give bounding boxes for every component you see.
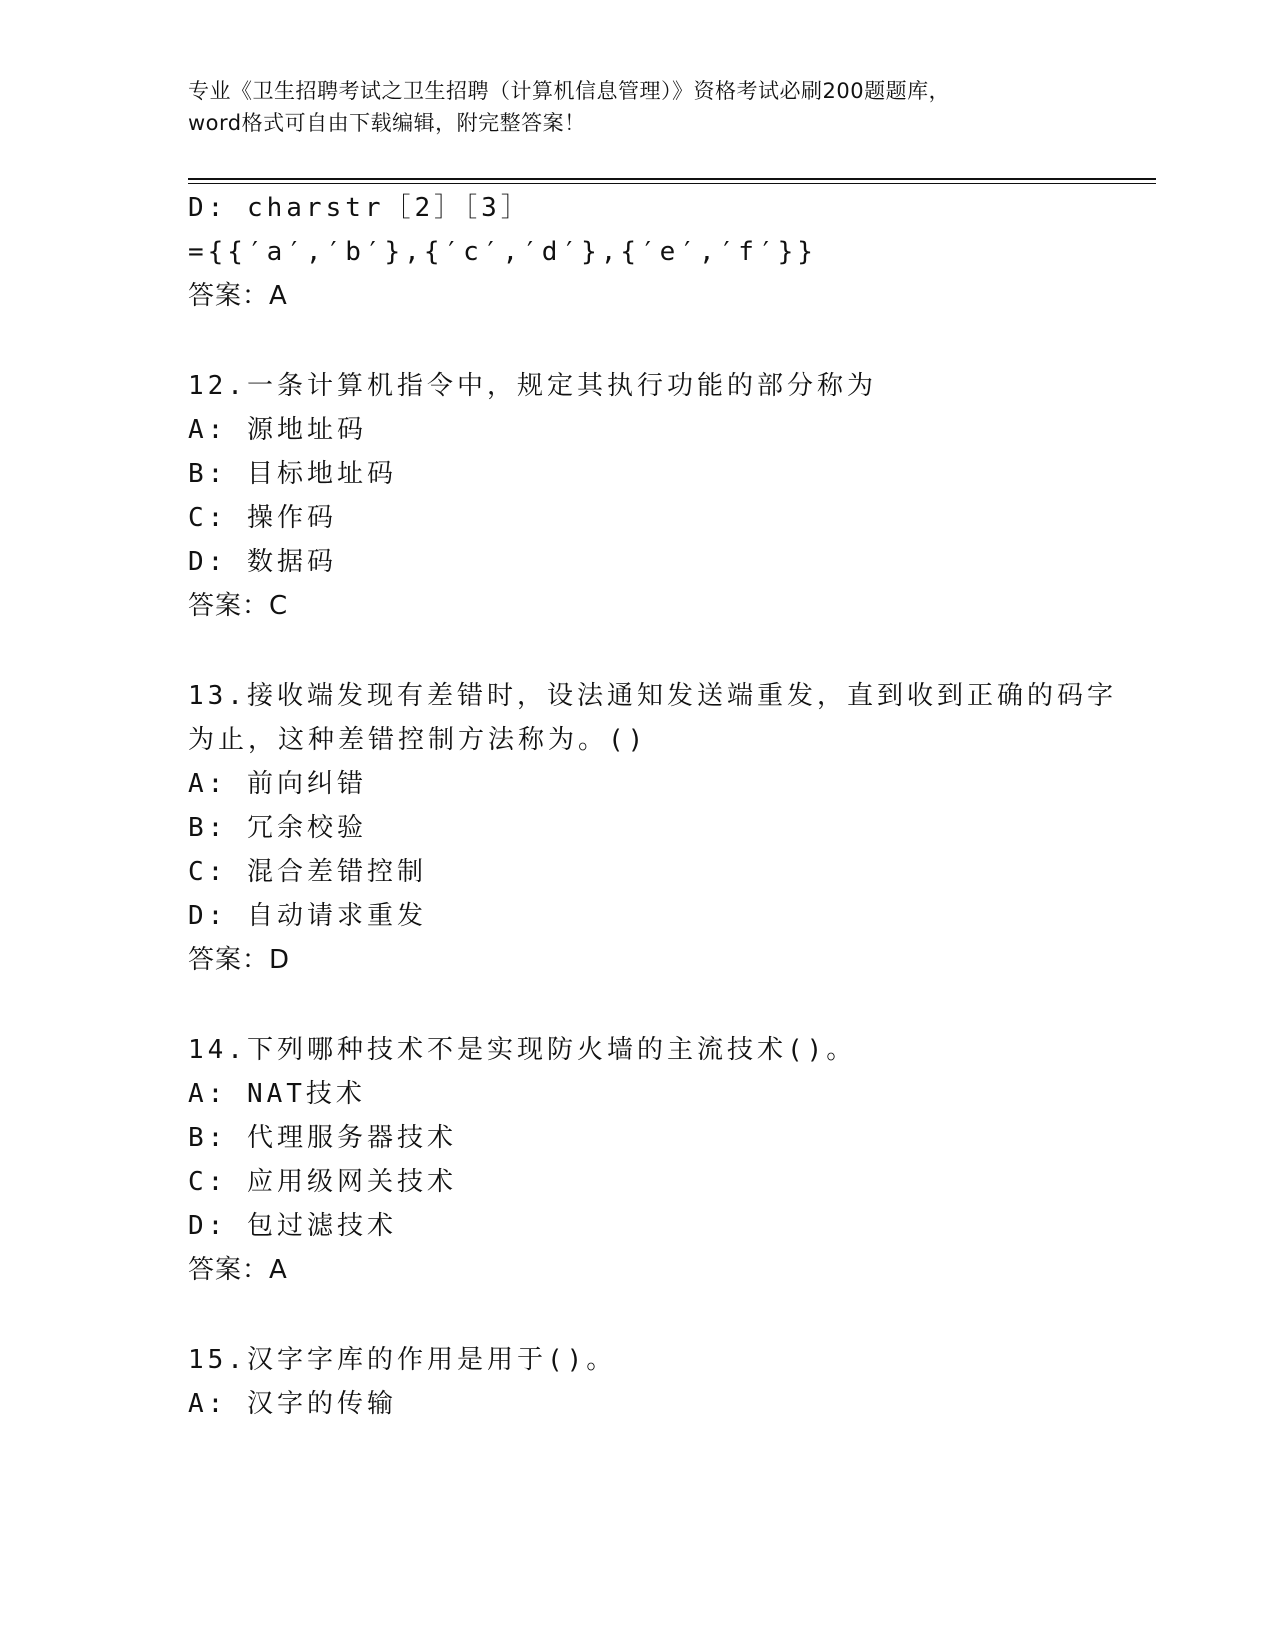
question-12-stem: 12.一条计算机指令中，规定其执行功能的部分称为 — [188, 371, 877, 401]
header-title-line-1: 专业《卫生招聘考试之卫生招聘（计算机信息管理）》资格考试必刷200题题库， — [188, 79, 951, 103]
question-12-option-d: D: 数据码 — [188, 547, 337, 577]
document-header — [188, 75, 1088, 139]
question-14-answer: 答案：A — [188, 1255, 288, 1285]
question-12-option-b: B: 目标地址码 — [188, 459, 397, 489]
question-14-option-c: C: 应用级网关技术 — [188, 1167, 457, 1197]
question-14-option-b: B: 代理服务器技术 — [188, 1123, 457, 1153]
question-13-stem-line-2: 为止，这种差错控制方法称为。() — [188, 725, 648, 755]
prev-option-d-line-1: D: charstr［2］［3］ — [188, 193, 531, 223]
question-13-answer: 答案：D — [188, 945, 291, 975]
question-13-option-c: C: 混合差错控制 — [188, 857, 427, 887]
question-12-option-c: C: 操作码 — [188, 503, 337, 533]
question-14-option-a: A: NAT技术 — [188, 1079, 366, 1109]
question-13-option-a: A: 前向纠错 — [188, 769, 367, 799]
question-15-option-a: A: 汉字的传输 — [188, 1389, 397, 1419]
question-14-option-d: D: 包过滤技术 — [188, 1211, 397, 1241]
question-13-option-d: D: 自动请求重发 — [188, 901, 427, 931]
prev-answer: 答案：A — [188, 281, 288, 311]
header-divider-thin — [188, 183, 1156, 184]
question-13-option-b: B: 冗余校验 — [188, 813, 367, 843]
question-13-stem-line-1: 13.接收端发现有差错时，设法通知发送端重发，直到收到正确的码字 — [188, 681, 1117, 711]
question-14-stem: 14.下列哪种技术不是实现防火墙的主流技术()。 — [188, 1035, 857, 1065]
header-title-line-2: word格式可自由下载编辑，附完整答案！ — [188, 111, 586, 135]
header-divider-thick — [188, 178, 1156, 180]
question-12-answer: 答案：C — [188, 591, 289, 621]
question-15-stem: 15.汉字字库的作用是用于()。 — [188, 1345, 617, 1375]
prev-option-d-line-2: ={{′a′,′b′},{′c′,′d′},{′e′,′f′}} — [188, 237, 817, 267]
question-12-option-a: A: 源地址码 — [188, 415, 367, 445]
